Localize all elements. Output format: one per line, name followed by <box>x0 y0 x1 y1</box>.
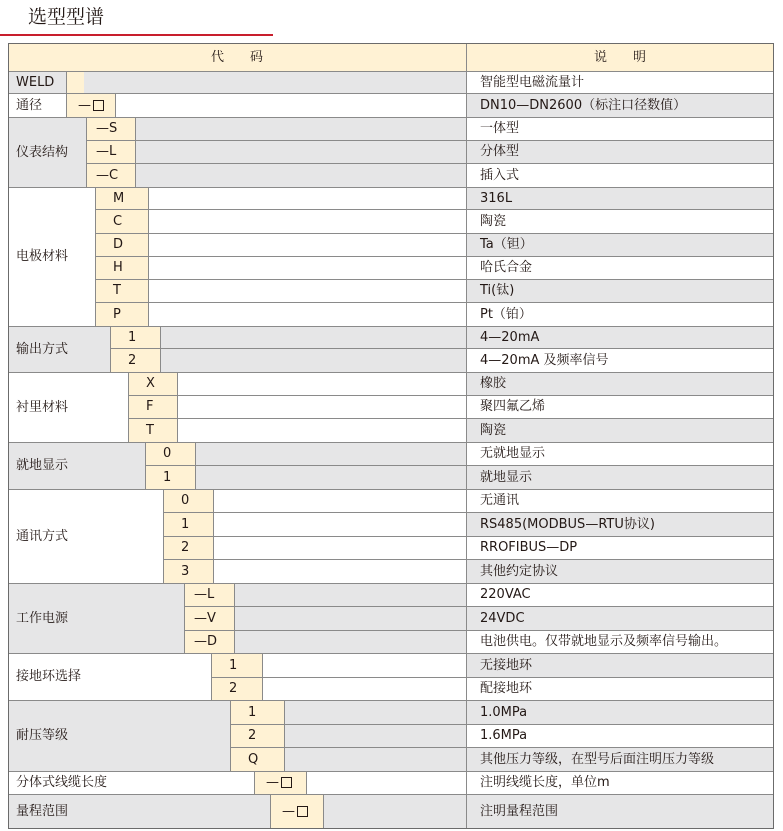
group-label-text: WELD <box>16 74 55 90</box>
description-text: 注明量程范围 <box>480 804 559 819</box>
code-cell <box>95 256 148 279</box>
code-column-border <box>270 794 271 829</box>
group-divider <box>8 442 774 443</box>
description-text: 电池供电。仅带就地显示及频率信号输出。 <box>480 634 728 649</box>
filler-cell <box>177 372 466 442</box>
group-label-text: 输出方式 <box>16 341 69 357</box>
code-cell <box>211 677 262 700</box>
description-cell <box>466 677 774 700</box>
code-text: — <box>266 775 279 790</box>
description-text: 哈氏合金 <box>480 260 533 275</box>
code-cell <box>86 117 135 140</box>
description-text: 就地显示 <box>480 469 533 485</box>
description-cell <box>466 512 774 536</box>
description-cell <box>466 583 774 606</box>
description-text: 聚四氟乙烯 <box>480 399 546 414</box>
code-cell <box>95 209 148 233</box>
code-column-border <box>66 93 67 117</box>
group-label <box>8 489 163 583</box>
description-cell <box>466 117 774 140</box>
group-label-text: 分体式线缆长度 <box>16 775 108 790</box>
row-divider <box>163 512 774 513</box>
description-text: 无就地显示 <box>480 446 546 461</box>
description-cell <box>466 209 774 233</box>
code-cell <box>184 630 234 653</box>
group-label <box>8 117 86 187</box>
row-divider <box>184 630 774 631</box>
code-cell <box>95 187 148 209</box>
code-text: 0 <box>181 493 190 508</box>
description-cell <box>466 771 774 794</box>
code-cell <box>128 395 177 418</box>
row-divider <box>145 465 774 466</box>
row-divider <box>110 348 774 349</box>
code-cell <box>128 418 177 442</box>
code-text: 1 <box>181 516 190 532</box>
group-label <box>8 442 145 489</box>
code-text: 2 <box>181 540 190 555</box>
code-text: C <box>113 213 123 229</box>
description-text: Ti(钛) <box>480 283 515 298</box>
code-cell <box>145 442 195 465</box>
code-column-border <box>184 583 185 653</box>
code-cell <box>86 140 135 163</box>
code-text: H <box>113 260 123 275</box>
code-cell <box>184 606 234 630</box>
description-cell <box>466 140 774 163</box>
code-text: P <box>113 306 121 322</box>
code-cell <box>110 348 160 372</box>
code-cell <box>184 583 234 606</box>
row-divider <box>95 209 774 210</box>
code-text: 1 <box>163 469 172 485</box>
row-divider <box>128 395 774 396</box>
group-label-text: 就地显示 <box>16 458 69 473</box>
description-text: 1.0MPa <box>480 704 528 720</box>
code-text: D <box>113 237 124 252</box>
description-cell <box>466 256 774 279</box>
description-cell <box>466 233 774 256</box>
code-column-border <box>148 187 149 326</box>
code-cell <box>230 700 284 724</box>
description-text: 1.6MPa <box>480 728 528 743</box>
placeholder-box-icon <box>281 777 292 788</box>
description-text: 24VDC <box>480 610 525 626</box>
description-text: 无接地环 <box>480 657 533 673</box>
row-divider <box>95 302 774 303</box>
code-cell <box>230 724 284 747</box>
code-text: —C <box>96 167 119 183</box>
group-divider <box>8 372 774 373</box>
code-column-border <box>163 489 164 583</box>
code-cell <box>66 71 84 93</box>
group-divider <box>8 583 774 584</box>
group-label <box>8 326 110 372</box>
description-text: DN10—DN2600（标注口径数值） <box>480 97 687 113</box>
description-text: 陶瓷 <box>480 422 507 438</box>
code-text: 2 <box>128 352 137 368</box>
title-underline <box>0 34 273 36</box>
code-cell <box>254 771 306 794</box>
header-divider <box>8 71 774 72</box>
code-cell <box>163 512 213 536</box>
code-text: —V <box>194 610 216 626</box>
group-divider <box>8 700 774 701</box>
description-cell <box>466 326 774 348</box>
code-column-border <box>211 653 212 700</box>
row-divider <box>128 418 774 419</box>
description-text: 智能型电磁流量计 <box>480 74 585 90</box>
code-text: 1 <box>128 329 137 345</box>
description-cell <box>466 163 774 187</box>
code-text: M <box>113 190 125 206</box>
row-divider <box>86 163 774 164</box>
group-label <box>8 93 66 117</box>
description-text: 陶瓷 <box>480 213 507 229</box>
row-divider <box>230 747 774 748</box>
group-label-text: 通径 <box>16 97 43 113</box>
filler-cell <box>135 117 466 187</box>
model-selection-table <box>8 43 774 829</box>
code-column-border <box>177 372 178 442</box>
group-label-text: 接地环选择 <box>16 669 82 684</box>
code-text: —L <box>96 144 117 159</box>
description-cell <box>466 630 774 653</box>
filler-cell <box>115 93 466 117</box>
filler-cell <box>323 794 466 829</box>
description-cell <box>466 489 774 512</box>
description-text: RS485(MODBUS—RTU协议) <box>480 516 655 532</box>
code-column-border <box>262 653 263 700</box>
code-text: —L <box>194 587 215 602</box>
group-label-text: 衬里材料 <box>16 399 69 415</box>
description-text: 一体型 <box>480 121 520 136</box>
group-label-text: 工作电源 <box>16 610 69 626</box>
group-divider <box>8 653 774 654</box>
row-divider <box>230 724 774 725</box>
description-cell <box>466 187 774 209</box>
description-cell <box>466 559 774 583</box>
placeholder-box-icon <box>297 806 308 817</box>
code-column-border <box>95 187 96 326</box>
code-column-border <box>284 700 285 771</box>
code-column-border <box>86 117 87 187</box>
description-text: 4—20mA 及频率信号 <box>480 352 609 368</box>
code-column-border <box>213 489 214 583</box>
description-cell <box>466 653 774 677</box>
description-cell <box>466 418 774 442</box>
group-label <box>8 794 270 829</box>
description-text: 分体型 <box>480 144 520 159</box>
code-column-border <box>230 700 231 771</box>
group-divider <box>8 326 774 327</box>
code-cell <box>95 233 148 256</box>
group-label <box>8 583 184 653</box>
code-text: T <box>146 422 154 438</box>
group-label-text: 量程范围 <box>16 804 69 819</box>
code-column-border <box>160 326 161 372</box>
code-cell <box>95 279 148 302</box>
description-text: 注明线缆长度，单位m <box>480 775 610 790</box>
description-text: 插入式 <box>480 167 520 183</box>
code-text: —D <box>194 634 218 649</box>
code-cell <box>86 163 135 187</box>
code-column-border <box>115 93 116 117</box>
group-label-text: 耐压等级 <box>16 728 69 743</box>
code-text: 2 <box>248 728 257 743</box>
filler-cell <box>160 326 466 372</box>
description-text: 其他压力等级，在型号后面注明压力等级 <box>480 751 715 767</box>
group-label-text: 仪表结构 <box>16 144 69 160</box>
code-text: F <box>146 399 154 414</box>
group-divider <box>8 489 774 490</box>
description-text: 220VAC <box>480 587 531 602</box>
code-cell <box>128 372 177 395</box>
description-cell <box>466 794 774 829</box>
description-text: 配接地环 <box>480 681 533 696</box>
code-text: 1 <box>229 657 238 673</box>
description-cell <box>466 302 774 326</box>
description-cell <box>466 700 774 724</box>
group-label <box>8 372 128 442</box>
code-text: Q <box>248 751 259 767</box>
description-cell <box>466 348 774 372</box>
group-label <box>8 771 254 794</box>
code-column-border <box>254 771 255 794</box>
header-code: 代 码 <box>8 43 466 71</box>
group-label-text: 电极材料 <box>16 249 69 264</box>
description-cell <box>466 395 774 418</box>
group-label <box>8 700 230 771</box>
code-cell <box>66 93 115 117</box>
code-text: — <box>78 97 91 113</box>
page-title: 选型型谱 <box>28 6 105 28</box>
description-cell <box>466 747 774 771</box>
description-text: Ta（钽） <box>480 237 533 252</box>
description-cell <box>466 724 774 747</box>
header-description: 说 明 <box>466 43 774 71</box>
group-divider <box>8 771 774 772</box>
filler-cell <box>234 583 466 653</box>
description-cell <box>466 279 774 302</box>
filler-cell <box>306 771 466 794</box>
code-column-border <box>323 794 324 829</box>
description-cell <box>466 606 774 630</box>
code-column-border <box>135 117 136 187</box>
description-column-border <box>466 43 467 829</box>
code-text: — <box>282 804 295 819</box>
code-column-border <box>66 71 67 93</box>
group-divider <box>8 187 774 188</box>
description-cell <box>466 93 774 117</box>
description-text: 4—20mA <box>480 329 540 345</box>
code-text: 2 <box>229 681 238 696</box>
code-cell <box>270 794 323 829</box>
code-text: T <box>113 283 121 298</box>
code-column-border <box>110 326 111 372</box>
description-text: RROFIBUS—DP <box>480 540 578 555</box>
code-text: 0 <box>163 446 172 461</box>
code-cell <box>163 489 213 512</box>
filler-cell <box>66 71 466 93</box>
row-divider <box>95 279 774 280</box>
code-text: 3 <box>181 563 190 579</box>
group-label <box>8 71 66 93</box>
row-divider <box>163 559 774 560</box>
row-divider <box>95 256 774 257</box>
row-divider <box>211 677 774 678</box>
description-text: Pt（铂） <box>480 306 532 322</box>
code-column-border <box>145 442 146 489</box>
code-cell <box>163 559 213 583</box>
description-text: 316L <box>480 190 513 206</box>
row-divider <box>163 536 774 537</box>
group-divider <box>8 117 774 118</box>
description-text: 橡胶 <box>480 376 507 391</box>
description-cell <box>466 71 774 93</box>
description-cell <box>466 536 774 559</box>
code-cell <box>163 536 213 559</box>
code-text: X <box>146 376 155 391</box>
description-text: 无通讯 <box>480 493 520 508</box>
group-label-text: 通讯方式 <box>16 528 69 544</box>
code-column-border <box>234 583 235 653</box>
code-cell <box>145 465 195 489</box>
row-divider <box>184 606 774 607</box>
code-column-border <box>195 442 196 489</box>
group-divider <box>8 794 774 795</box>
placeholder-box-icon <box>93 100 104 111</box>
description-cell <box>466 372 774 395</box>
code-cell <box>211 653 262 677</box>
code-cell <box>95 302 148 326</box>
code-cell <box>110 326 160 348</box>
description-text: 其他约定协议 <box>480 563 559 579</box>
row-divider <box>86 140 774 141</box>
description-cell <box>466 465 774 489</box>
code-column-border <box>306 771 307 794</box>
group-label <box>8 187 95 326</box>
filler-cell <box>284 700 466 771</box>
code-text: —S <box>96 121 118 136</box>
group-label <box>8 653 211 700</box>
code-column-border <box>128 372 129 442</box>
group-divider <box>8 93 774 94</box>
code-text: 1 <box>248 704 257 720</box>
description-cell <box>466 442 774 465</box>
code-cell <box>230 747 284 771</box>
row-divider <box>95 233 774 234</box>
